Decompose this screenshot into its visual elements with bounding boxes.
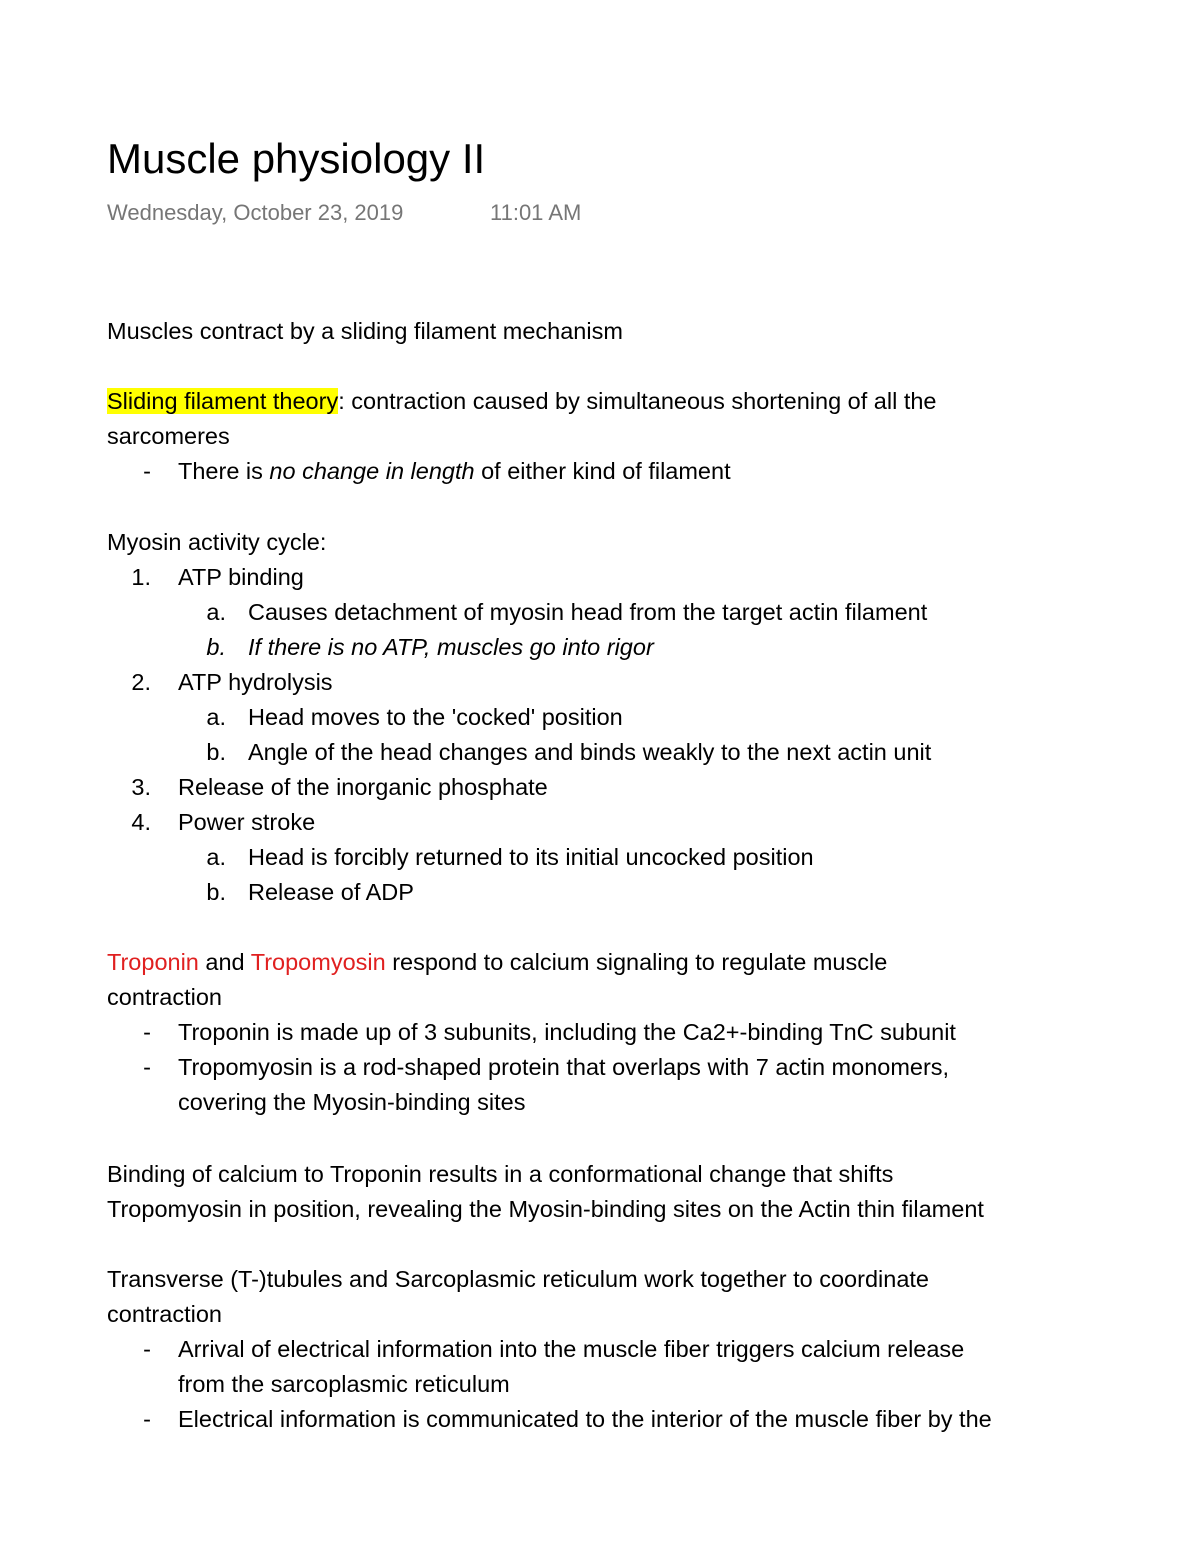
ttubule-line: contraction — [107, 1301, 222, 1327]
bullet-dash: - — [143, 1019, 151, 1045]
list-item-label: ATP hydrolysis — [178, 669, 333, 695]
bullet-text: Electrical information is communicated to the interior of the muscle fiber by the — [178, 1406, 992, 1432]
sub-list-letter: b. — [206, 739, 226, 765]
sub-list-text: If there is no ATP, muscles go into rigor — [248, 634, 654, 660]
sub-list-text: Head moves to the 'cocked' position — [248, 704, 623, 730]
page-meta — [107, 198, 582, 228]
list-item-label: Power stroke — [178, 809, 316, 835]
troponin-wrap: contraction — [107, 984, 222, 1010]
sub-list-letter: b. — [206, 634, 226, 660]
sliding-theory-line — [107, 384, 937, 419]
ttubule-line: Transverse (T-)tubules and Sarcoplasmic reticulum work together to coordinate — [107, 1266, 929, 1292]
sub-list-letter: b. — [206, 879, 226, 905]
sliding-theory-wrap: sarcomeres — [107, 423, 230, 449]
list-item-label: ATP binding — [178, 564, 304, 590]
page-title: Muscle physiology II — [107, 135, 486, 182]
list-number: 3. — [131, 774, 151, 800]
sub-list-text: Release of ADP — [248, 879, 414, 905]
troponin-line: Troponin and Tropomyosin respond to calcium signaling to regulate muscle — [107, 949, 888, 975]
bullet-text: covering the Myosin-binding sites — [178, 1089, 526, 1115]
bullet-dash: - — [143, 1054, 151, 1080]
sliding-bullet-text: There is no change in length of either kind of filament — [178, 458, 731, 484]
tropomyosin-term: Tropomyosin — [250, 949, 386, 975]
sub-list-letter: a. — [206, 844, 226, 870]
list-number: 2. — [131, 669, 151, 695]
list-number: 1. — [131, 564, 151, 590]
intro-line: Muscles contract by a sliding filament mechanism — [107, 318, 623, 344]
sliding-theory-rest: : contraction caused by simultaneous shortening of all the — [338, 388, 937, 414]
list-number: 4. — [131, 809, 151, 835]
bullet-text: Arrival of electrical information into the muscle fiber triggers calcium release — [178, 1336, 965, 1362]
page-time: 11:01 AM — [490, 200, 582, 225]
bullet-text: Tropomyosin is a rod-shaped protein that overlaps with 7 actin monomers, — [178, 1054, 950, 1080]
sub-list-text: Head is forcibly returned to its initial uncocked position — [248, 844, 814, 870]
myosin-heading: Myosin activity cycle: — [107, 529, 327, 555]
sub-list-letter: a. — [206, 599, 226, 625]
bullet-dash: - — [143, 458, 151, 484]
troponin-term: Troponin — [107, 949, 199, 975]
page-date: Wednesday, October 23, 2019 — [107, 200, 404, 225]
bullet-text: Troponin is made up of 3 subunits, including the Ca2+-binding TnC subunit — [178, 1019, 956, 1045]
list-item-label: Release of the inorganic phosphate — [178, 774, 548, 800]
sub-list-text: Causes detachment of myosin head from the target actin filament — [248, 599, 928, 625]
sliding-bullet-emphasis: no change in length — [269, 458, 475, 484]
sub-list-letter: a. — [206, 704, 226, 730]
calcium-line: Tropomyosin in position, revealing the Myosin-binding sites on the Actin thin filament — [107, 1196, 984, 1222]
sub-list-text: Angle of the head changes and binds weakly to the next actin unit — [248, 739, 932, 765]
bullet-text: from the sarcoplasmic reticulum — [178, 1371, 510, 1397]
calcium-line: Binding of calcium to Troponin results in a conformational change that shifts — [107, 1161, 894, 1187]
sliding-theory-term: Sliding filament theory — [107, 388, 339, 414]
bullet-dash: - — [143, 1336, 151, 1362]
bullet-dash: - — [143, 1406, 151, 1432]
